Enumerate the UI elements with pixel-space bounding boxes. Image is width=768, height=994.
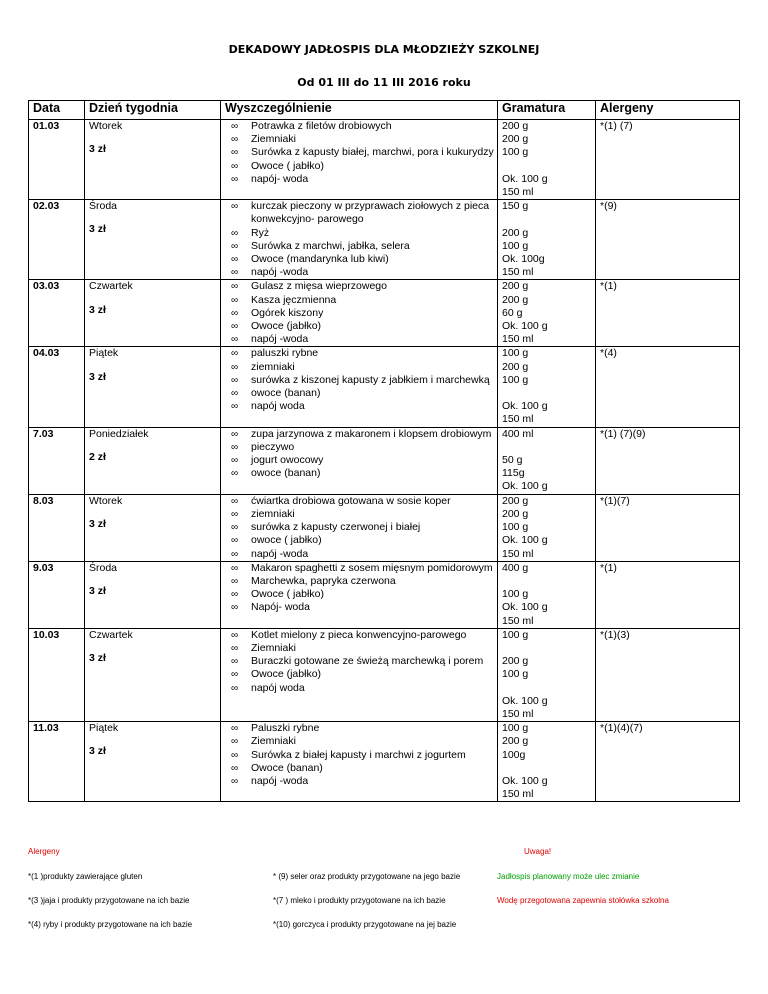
- header-day: Dzień tygodnia: [85, 101, 221, 120]
- menu-item: ∞ napój woda: [225, 400, 497, 413]
- allergens-cell: *(1)(4)(7): [596, 722, 740, 802]
- menu-item: ∞ ćwiartka drobiowa gotowana w sosie koper: [225, 495, 497, 508]
- gram-cell: 200 g 200 g 100 g Ok. 100 g 150 ml: [498, 120, 596, 200]
- menu-item: ∞ Paluszki rybne: [225, 722, 497, 735]
- items-cell: [221, 120, 498, 200]
- price: 3 zł: [89, 517, 106, 530]
- menu-item: ∞ Surówka z marchwi, jabłka, selera: [225, 240, 497, 253]
- menu-item: ∞ napój- woda: [225, 173, 497, 186]
- header-gram: Gramatura: [498, 101, 596, 120]
- menu-item: ∞ napój -woda: [225, 548, 497, 561]
- menu-item: ∞ Gulasz z mięsa wieprzowego: [225, 280, 497, 293]
- day-cell: [85, 347, 221, 427]
- price: 3 zł: [89, 651, 106, 664]
- menu-item: ∞ kurczak pieczony w przyprawach ziołowych z pieca konwekcyjno- parowego: [225, 200, 497, 226]
- menu-item: ∞ Surówka z białej kapusty i marchwi z jogurtem: [225, 749, 497, 762]
- day-name: Środa: [89, 561, 118, 574]
- menu-item: ∞ owoce (banan): [225, 467, 497, 480]
- date-cell: 8.03: [29, 494, 85, 561]
- items-cell: [221, 722, 498, 802]
- menu-item: ∞ Potrawka z filetów drobiowych: [225, 120, 497, 133]
- menu-item: ∞ Surówka z kapusty białej, marchwi, pora i kukurydzy: [225, 146, 497, 159]
- date-cell: 03.03: [29, 280, 85, 347]
- gram-cell: 100 g 200 g 100 g Ok. 100 g 150 ml: [498, 347, 596, 427]
- allergens-cell: *(1)(7): [596, 494, 740, 561]
- day-name: Środa: [89, 200, 118, 213]
- day-name: Wtorek: [89, 120, 123, 132]
- gram-cell: 400 ml 50 g 115g Ok. 100 g: [498, 427, 596, 494]
- date-cell: 9.03: [29, 561, 85, 628]
- items-cell: [221, 347, 498, 427]
- allergens-cell: *(1): [596, 280, 740, 347]
- menu-item: ∞ napój -woda: [225, 333, 497, 346]
- menu-item: ∞ ziemniaki: [225, 508, 497, 521]
- warning-heading: Uwaga!: [524, 847, 552, 856]
- allergens-cell: *(1): [596, 561, 740, 628]
- header-items: Wyszczególnienie: [221, 101, 498, 120]
- day-name: Poniedziałek: [89, 427, 149, 440]
- legend-item: *(1 )produkty zawierające gluten: [28, 872, 143, 881]
- gram-cell: 400 g 100 g Ok. 100 g 150 ml: [498, 561, 596, 628]
- items-cell: [221, 494, 498, 561]
- menu-item: ∞ owoce ( jabłko): [225, 534, 497, 547]
- day-cell: [85, 628, 221, 721]
- menu-item: ∞ Ryż: [225, 227, 497, 240]
- date-cell: 01.03: [29, 120, 85, 200]
- items-cell: [221, 628, 498, 721]
- note-water: Wodę przegotowana zapewnia stołówka szkolna: [497, 896, 669, 905]
- price: 3 zł: [89, 370, 106, 383]
- legend-item: * (9) seler oraz produkty przygotowane na jego bazie: [273, 872, 461, 881]
- day-name: Piątek: [89, 347, 119, 360]
- menu-item: ∞ Marchewka, papryka czerwona: [225, 575, 497, 588]
- allergens-cell: *(9): [596, 200, 740, 280]
- legend-item: *(10) gorczyca i produkty przygotowane na jej bazie: [273, 920, 457, 929]
- menu-table: [28, 100, 740, 802]
- table-row: [29, 722, 740, 802]
- table-row: [29, 120, 740, 200]
- day-cell: [85, 722, 221, 802]
- menu-item: ∞ napój woda: [225, 682, 497, 695]
- items-cell: [221, 561, 498, 628]
- menu-item: ∞ Ziemniaki: [225, 735, 497, 748]
- menu-item: ∞ Owoce (banan): [225, 762, 497, 775]
- table-row: [29, 280, 740, 347]
- legend-item: *(4) ryby i produkty przygotowane na ich bazie: [28, 920, 193, 929]
- price: 3 zł: [89, 143, 106, 156]
- menu-item: ∞ napój -woda: [225, 266, 497, 279]
- menu-item: ∞ Owoce (mandarynka lub kiwi): [225, 253, 497, 266]
- day-cell: [85, 561, 221, 628]
- day-name: Wtorek: [89, 494, 123, 507]
- allergens-cell: *(1)(3): [596, 628, 740, 721]
- menu-item: ∞ jogurt owocowy: [225, 454, 497, 467]
- table-row: [29, 561, 740, 628]
- document-title: DEKADOWY JADŁOSPIS DLA MŁODZIEŻY SZKOLNEJ: [228, 43, 540, 56]
- menu-item: ∞ Owoce (jabłko): [225, 320, 497, 333]
- day-name: Czwartek: [89, 628, 133, 641]
- day-cell: [85, 427, 221, 494]
- day-name: Czwartek: [89, 280, 133, 293]
- menu-item: ∞ Ziemniaki: [225, 642, 497, 655]
- day-cell: [85, 494, 221, 561]
- allergens-cell: *(4): [596, 347, 740, 427]
- table-row: [29, 628, 740, 721]
- menu-item: ∞ Ziemniaki: [225, 133, 497, 146]
- header-allergens: Alergeny: [596, 101, 740, 120]
- date-cell: 7.03: [29, 427, 85, 494]
- header-date: Data: [29, 101, 85, 120]
- items-cell: [221, 280, 498, 347]
- gram-cell: 100 g 200 g 100 g Ok. 100 g 150 ml: [498, 628, 596, 721]
- allergens-cell: *(1) (7): [596, 120, 740, 200]
- document-subtitle: Od 01 III do 11 III 2016 roku: [297, 76, 471, 89]
- menu-item: ∞ Buraczki gotowane ze świeżą marchewką i porem: [225, 655, 497, 668]
- gram-cell: 100 g 200 g 100g Ok. 100 g 150 ml: [498, 722, 596, 802]
- menu-item: ∞ paluszki rybne: [225, 347, 497, 360]
- date-cell: 02.03: [29, 200, 85, 280]
- menu-item: ∞ Ogórek kiszony: [225, 307, 497, 320]
- price: 3 zł: [89, 745, 106, 758]
- menu-item: ∞ Kotlet mielony z pieca konwencyjno-parowego: [225, 629, 497, 642]
- menu-item: ∞ Makaron spaghetti z sosem mięsnym pomidorowym: [225, 562, 497, 575]
- menu-item: ∞ Owoce (jabłko): [225, 668, 497, 681]
- date-cell: 11.03: [29, 722, 85, 802]
- legend-item: *(3 )jaja i produkty przygotowane na ich bazie: [28, 896, 190, 905]
- menu-item: ∞ Owoce ( jabłko): [225, 588, 497, 601]
- allergens-cell: *(1) (7)(9): [596, 427, 740, 494]
- menu-item: ∞ owoce (banan): [225, 387, 497, 400]
- table-row: [29, 347, 740, 427]
- note-menu-may-change: Jadłospis planowany może ulec zmianie: [497, 872, 640, 881]
- menu-item: ∞ Napój- woda: [225, 601, 497, 614]
- legend-item: *(7 ) mleko i produkty przygotowane na ich bazie: [273, 896, 446, 905]
- day-name: Piątek: [89, 722, 119, 735]
- price: 2 zł: [89, 450, 106, 463]
- menu-item: ∞ Kasza jęczmienna: [225, 294, 497, 307]
- day-cell: [85, 200, 221, 280]
- price: 3 zł: [89, 584, 106, 597]
- allergens-heading: Alergeny: [28, 847, 60, 856]
- table-row: [29, 427, 740, 494]
- gram-cell: 150 g 200 g 100 g Ok. 100g 150 ml: [498, 200, 596, 280]
- price: 3 zł: [89, 303, 106, 316]
- menu-item: ∞ surówka z kiszonej kapusty z jabłkiem i marchewką: [225, 374, 497, 387]
- items-cell: [221, 200, 498, 280]
- menu-item: ∞ zupa jarzynowa z makaronem i klopsem drobiowym: [225, 428, 497, 441]
- day-cell: [85, 120, 221, 200]
- day-cell: [85, 280, 221, 347]
- menu-item: ∞ Owoce ( jabłko): [225, 160, 497, 173]
- table-row: [29, 494, 740, 561]
- table-header-row: [29, 101, 740, 120]
- menu-item: ∞ ziemniaki: [225, 361, 497, 374]
- menu-item: ∞ napój -woda: [225, 775, 497, 788]
- gram-cell: 200 g 200 g 100 g Ok. 100 g 150 ml: [498, 494, 596, 561]
- table-row: [29, 200, 740, 280]
- menu-item: ∞ pieczywo: [225, 441, 497, 454]
- date-cell: 10.03: [29, 628, 85, 721]
- menu-item: ∞ surówka z kapusty czerwonej i białej: [225, 521, 497, 534]
- date-cell: 04.03: [29, 347, 85, 427]
- gram-cell: 200 g 200 g 60 g Ok. 100 g 150 ml: [498, 280, 596, 347]
- items-cell: [221, 427, 498, 494]
- price: 3 zł: [89, 223, 106, 236]
